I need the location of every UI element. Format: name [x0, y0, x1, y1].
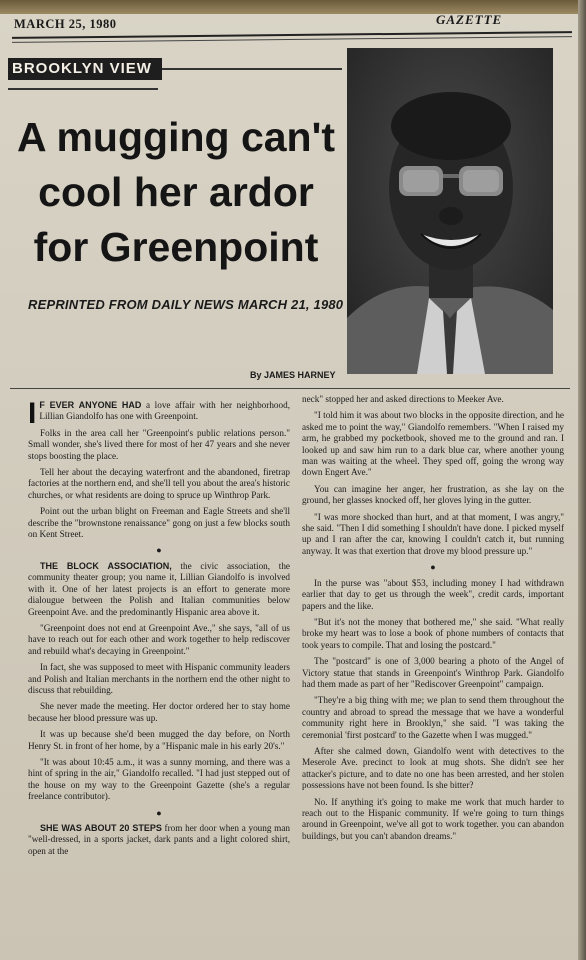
headline-line-3: for Greenpoint: [33, 224, 319, 270]
article-paragraph: In fact, she was supposed to meet with Hispanic community leaders and Polish and Italian merchants in the northern end the other night to discuss that rebuilding.: [28, 662, 290, 695]
headline-line-2: cool her ardor: [38, 169, 314, 215]
article-paragraph: She never made the meeting. Her doctor ordered her to stay home because her blood pressure was up.: [28, 701, 290, 723]
section-bullet: ●: [156, 807, 162, 818]
paper-name: GAZETTE: [436, 12, 503, 27]
portrait-photo: [347, 48, 553, 374]
headline: [16, 110, 336, 275]
article-paragraph: "I told him it was about two blocks in the opposite direction, and he asked me to point the way," Giandolfo remembers. "When I raised my arm, he grabbed my pocketbook, shoved me to the ground and ran. I looked up and saw him run to a dark blue car, where another young man was waiting at the wheel. They sped off, going the wrong way down Engert Ave.": [302, 410, 564, 478]
article-paragraph: [28, 561, 290, 618]
article-paragraph: "But it's not the money that bothered me," she said. "What really broke my heart was to lose a book of phone numbers of contacts that took years to compile. That and losing the postcard.": [302, 616, 564, 650]
article-paragraph: [28, 823, 290, 857]
article-paragraph: You can imagine her anger, her frustration, as she lay on the ground, her glasses knocked off, her gloves lying in the gutter.: [302, 483, 564, 506]
paragraph-text: a love affair with her neighborhood, Lillian Giandolfo has one with Greenpoint.: [39, 400, 290, 422]
article-paragraph: "It was about 10:45 a.m., it was a sunny morning, and there was a hint of spring in the air," Giandolfo recalled. "I had just stepped out of the house on my way to the Greenpoint Gazette (she's a regular freelance contributor).: [28, 756, 290, 802]
article-paragraph: Tell her about the decaying waterfront and the abandoned, firetrap factories at the northern end, and she'll tell you about the area's historic churches, or what residents are doing to spruce up Winthrop Park.: [28, 467, 290, 500]
byline-rule: [10, 388, 570, 389]
article-paragraph: The "postcard" is one of 3,000 bearing a photo of the Angel of Victory statue that stands in Greenpoint's Winthrop Park. Giandolfo had them made as part of her "Rediscover Greenpoint" campaign.: [302, 656, 564, 689]
headline-line-1: A mugging can't: [17, 114, 335, 160]
section-bullet: ●: [156, 545, 162, 556]
lead-in: THE BLOCK ASSOCIATION,: [40, 560, 172, 571]
issue-date: MARCH 25, 1980: [14, 17, 117, 31]
page-fold-shadow: [578, 0, 586, 960]
section-bullet: ●: [430, 562, 436, 573]
article-paragraph: It was up because she'd been mugged the day before, on North Henry St. in front of her home, by a "Hispanic male in his early 20's.": [28, 729, 290, 751]
paragraph-text: the civic association, the community theater group; you name it, Lillian Giandolfo is involved with it. One of her latest projects is an effort to generate more dialougue between the Polish and Italian communities below Greenpoint Ave. and the predominantly Hispanic area above it.: [28, 560, 290, 617]
lead-in: F EVER ANYONE HAD: [39, 400, 142, 410]
section-label: BROOKLYN VIEW: [8, 58, 162, 80]
article-paragraph: After she calmed down, Giandolfo went with detectives to the Meserole Ave. precinct to look at mug shots. She didn't see her attacker's picture, and to date no one has been arrested, and her stolen possessions have not been found. Is she bitter?: [302, 745, 564, 791]
article-paragraph: Folks in the area call her "Greenpoint's public relations person." Small wonder, she's lived there for most of her 47 years and she never stops boosting the place.: [28, 427, 290, 461]
section-underline: [8, 88, 158, 90]
reprint-credit: REPRINTED FROM DAILY NEWS MARCH 21, 1980: [28, 297, 344, 312]
article-paragraph: "They're a big thing with me; we plan to send them throughout the country and abroad to spread the message that we have a wonderful community right here in Brooklyn," she said. "I was taking the ceremonial 'first postcard' to the Gazette when I was mugged.": [302, 695, 564, 740]
section-rule: [162, 68, 342, 70]
article-column-1: [28, 397, 290, 862]
article-paragraph: No. If anything it's going to make me work that much harder to reach out to the Hispanic community. If we're going to turn things around in Greenpoint, we've all got to work together. you can abandon buildings, but you can't abandon dreams.": [302, 796, 564, 841]
byline: By JAMES HARNEY: [250, 370, 336, 380]
article-paragraph: In the purse was "about $53, including money I had withdrawn earlier that day to get us through the week", credit cards, important papers and the like.: [302, 577, 564, 611]
portrait-image: [347, 48, 553, 374]
article-paragraph: "Greenpoint does not end at Greenpoint Ave.," she says, "all of us have to reach out for each other and work together to help rediscover and rebuild what's decaying in Greenpoint.": [28, 622, 290, 656]
article-paragraph: neck" stopped her and asked directions to Meeker Ave.: [302, 394, 504, 404]
lead-in: SHE WAS ABOUT 20 STEPS: [40, 823, 162, 833]
article-column-2: [302, 394, 564, 847]
article-paragraph: "I was more shocked than hurt, and at that moment, I was angry," she said. "Then I did something I shouldn't have done. I picked myself up and I ran after the car, knowing I couldn't catch it, but running anyway. It was that exertion that drove my blood pressure up.": [302, 511, 564, 556]
paragraph-text: from her door when a young man "well-dressed, in a sports jacket, dark pants and a light colored shirt, open at the: [28, 823, 290, 856]
article-paragraph: Point out the urban blight on Freeman and Eagle Streets and she'll describe the "brownstone renaissance" gong on just a few blocks south on Kent Street.: [28, 506, 290, 540]
article-paragraph: [28, 397, 290, 430]
drop-cap: I: [28, 397, 37, 430]
